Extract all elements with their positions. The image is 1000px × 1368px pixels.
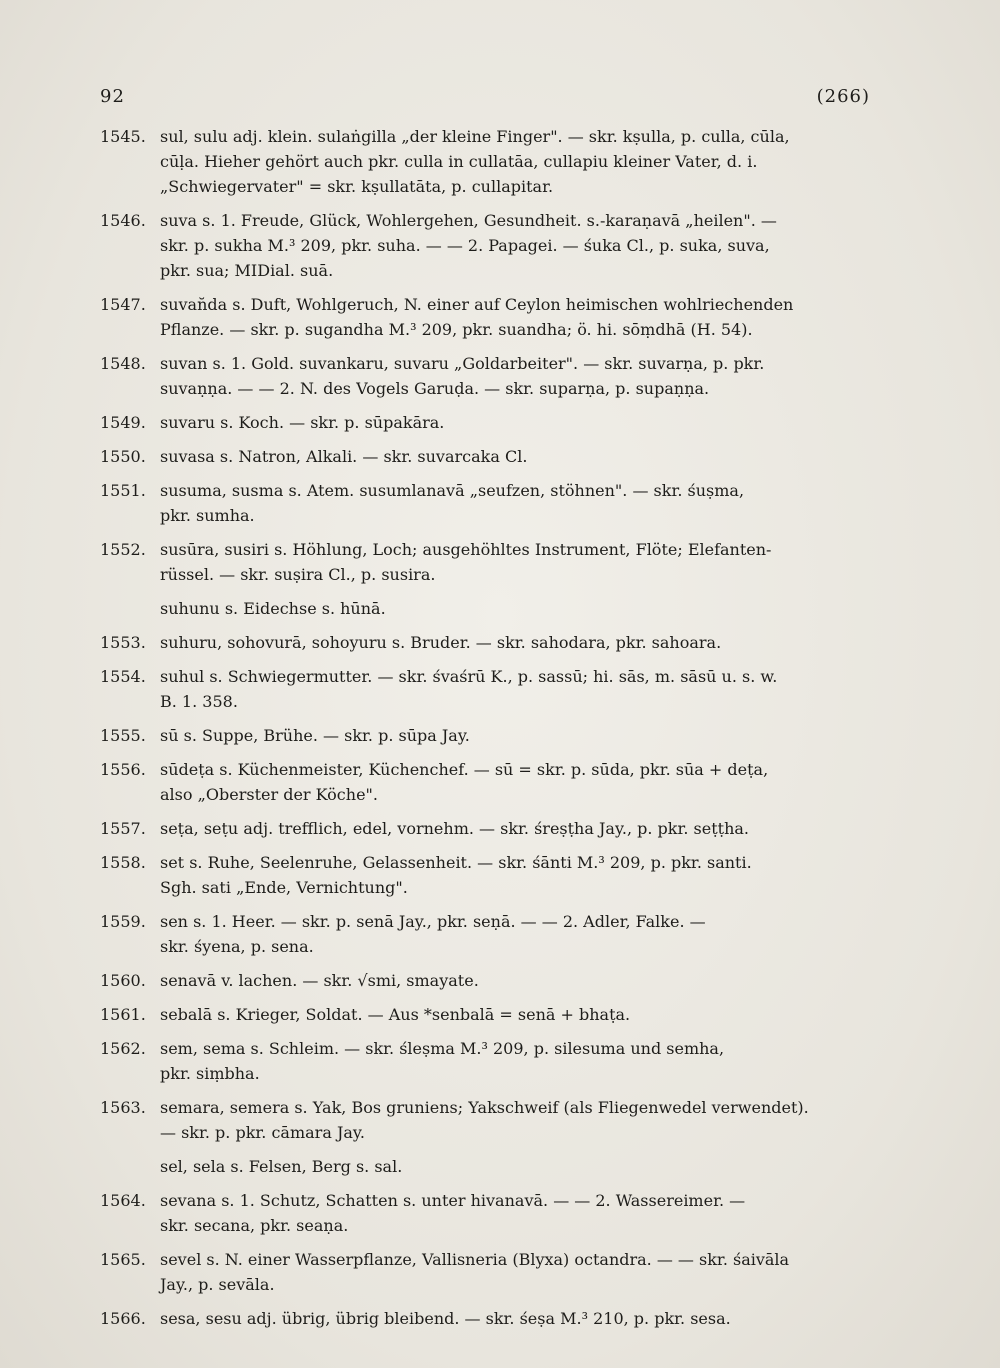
entry-text: „Schwiegervater" = skr. kṣullatāta, p. cullapitar. (160, 177, 554, 196)
entry-text: semara, semera s. Yak, Bos gruniens; Yakschweif (als Fliegenwedel verwendet). (160, 1098, 809, 1117)
entry-text: cūḷa. Hieher gehört auch pkr. culla in cullatāa, cullapiu kleiner Vater, d. i. (160, 152, 758, 171)
entry-text: suvan s. 1. Gold. suvankaru, suvaru „Goldarbeiter". — skr. suvarṇa, p. pkr. (160, 354, 765, 373)
entry-text: skr. p. sukha M.³ 209, pkr. suha. — — 2. Papagei. — śuka Cl., p. suka, suva, (160, 236, 770, 255)
entry-1563 (100, 1095, 870, 1145)
entry-1565 (100, 1247, 870, 1297)
entry-1560 (100, 968, 870, 993)
entry-number: 1545. (100, 127, 146, 146)
entry-number: 1555. (100, 726, 146, 745)
entry-text: senavā v. lachen. — skr. √smi, smayate. (160, 971, 479, 990)
entry-text: B. 1. 358. (160, 692, 238, 711)
entry-text: — skr. p. pkr. cāmara Jay. (160, 1123, 365, 1142)
entry-number: 1561. (100, 1005, 146, 1024)
entry-text: sem, sema s. Schleim. — skr. śleṣma M.³ 209, p. silesuma und semha, (160, 1039, 725, 1058)
entry-text: sul, sulu adj. klein. sulaṅgilla „der kleine Finger". — skr. kṣulla, p. culla, cūla, (160, 127, 790, 146)
entry-text: suva s. 1. Freude, Glück, Wohlergehen, Gesundheit. s.-karaṇavā „heilen". — (160, 211, 777, 230)
entry-text: Pflanze. — skr. p. sugandha M.³ 209, pkr. suandha; ö. hi. sōṃdhā (H. 54). (160, 320, 753, 339)
entry-sel (100, 1154, 870, 1179)
entry-number: 1549. (100, 413, 146, 432)
entry-text: susūra, susiri s. Höhlung, Loch; ausgehöhltes Instrument, Flöte; Elefanten- (160, 540, 772, 559)
entry-number: 1566. (100, 1309, 146, 1328)
entry-1549 (100, 410, 870, 435)
entry-1546 (100, 208, 870, 283)
entry-1557 (100, 816, 870, 841)
entry-1553 (100, 630, 870, 655)
entry-text: sen s. 1. Heer. — skr. p. senā Jay., pkr. seṇā. — — 2. Adler, Falke. — (160, 912, 706, 931)
entry-1559 (100, 909, 870, 959)
entry-1558 (100, 850, 870, 900)
entry-1551 (100, 478, 870, 528)
entry-1547 (100, 292, 870, 342)
entry-number: 1559. (100, 912, 146, 931)
entry-number: 1552. (100, 540, 146, 559)
entry-text: rüssel. — skr. suṣira Cl., p. susira. (160, 565, 436, 584)
entry-text: set s. Ruhe, Seelenruhe, Gelassenheit. — skr. śānti M.³ 209, p. pkr. santi. (160, 853, 752, 872)
entry-1550 (100, 444, 870, 469)
entry-1562 (100, 1036, 870, 1086)
entry-text: sevel s. N. einer Wasserpflanze, Vallisneria (Blyxa) octandra. — — skr. śaivāla (160, 1250, 790, 1269)
entry-text: suvan̆da s. Duft, Wohlgeruch, N. einer auf Ceylon heimischen wohlriechenden (160, 295, 794, 314)
entry-1556 (100, 757, 870, 807)
entry-1564 (100, 1188, 870, 1238)
entry-text: Jay., p. sevāla. (160, 1275, 275, 1294)
entry-text: pkr. siṃbha. (160, 1064, 260, 1083)
dictionary-entries (100, 124, 870, 1331)
entry-text: sūdeṭa s. Küchenmeister, Küchenchef. — sū = skr. p. sūda, pkr. sūa + deṭa, (160, 760, 769, 779)
entry-1552 (100, 537, 870, 587)
page-header (100, 86, 870, 114)
entry-1555 (100, 723, 870, 748)
entry-text: sesa, sesu adj. übrig, übrig bleibend. — skr. śeṣa M.³ 210, p. pkr. sesa. (160, 1309, 731, 1328)
entry-number: 1546. (100, 211, 146, 230)
entry-text: suhunu s. Eidechse s. hūnā. (160, 599, 386, 618)
entry-text: skr. secana, pkr. seaṇa. (160, 1216, 349, 1235)
entry-number: 1565. (100, 1250, 146, 1269)
entry-text: susuma, susma s. Atem. susumlanavā „seufzen, stöhnen". — skr. śuṣma, (160, 481, 745, 500)
entry-text: suvasa s. Natron, Alkali. — skr. suvarcaka Cl. (160, 447, 528, 466)
entry-text: suvaru s. Koch. — skr. p. sūpakāra. (160, 413, 445, 432)
entry-text: skr. śyena, p. sena. (160, 937, 314, 956)
entry-number: 1551. (100, 481, 146, 500)
entry-suhunu (100, 596, 870, 621)
entry-1554 (100, 664, 870, 714)
entry-number: 1557. (100, 819, 146, 838)
entry-text: pkr. sumha. (160, 506, 255, 525)
entry-number: 1547. (100, 295, 146, 314)
entry-text: pkr. sua; MIDial. suā. (160, 261, 334, 280)
entry-number: 1562. (100, 1039, 146, 1058)
entry-number: 1553. (100, 633, 146, 652)
entry-number: 1554. (100, 667, 146, 686)
section-number: (266) (816, 86, 870, 107)
entry-1548 (100, 351, 870, 401)
entry-text: sel, sela s. Felsen, Berg s. sal. (160, 1157, 403, 1176)
entry-number: 1564. (100, 1191, 146, 1210)
entry-text: sebalā s. Krieger, Soldat. — Aus *senbalā = senā + bhaṭa. (160, 1005, 631, 1024)
entry-number: 1563. (100, 1098, 146, 1117)
entry-text: suhul s. Schwiegermutter. — skr. śvaśrū K., p. sassū; hi. sās, m. sāsū u. s. w. (160, 667, 778, 686)
entry-number: 1556. (100, 760, 146, 779)
entry-1561 (100, 1002, 870, 1027)
entry-number: 1560. (100, 971, 146, 990)
entry-text: sū s. Suppe, Brühe. — skr. p. sūpa Jay. (160, 726, 470, 745)
entry-text: Sgh. sati „Ende, Vernichtung". (160, 878, 408, 897)
entry-text: suvaṇṇa. — — 2. N. des Vogels Garuḍa. — skr. suparṇa, p. supaṇṇa. (160, 379, 710, 398)
page-number: 92 (100, 86, 125, 107)
entry-number: 1558. (100, 853, 146, 872)
entry-1545 (100, 124, 870, 199)
entry-text: sevana s. 1. Schutz, Schatten s. unter hivanavā. — — 2. Wassereimer. — (160, 1191, 746, 1210)
entry-number: 1550. (100, 447, 146, 466)
entry-text: seṭa, seṭu adj. trefflich, edel, vornehm. — skr. śreṣṭha Jay., p. pkr. seṭṭha. (160, 819, 749, 838)
entry-text: suhuru, sohovurā, sohoyuru s. Bruder. — skr. sahodara, pkr. sahoara. (160, 633, 722, 652)
entry-text: also „Oberster der Köche". (160, 785, 378, 804)
entry-1566 (100, 1306, 870, 1331)
entry-number: 1548. (100, 354, 146, 373)
